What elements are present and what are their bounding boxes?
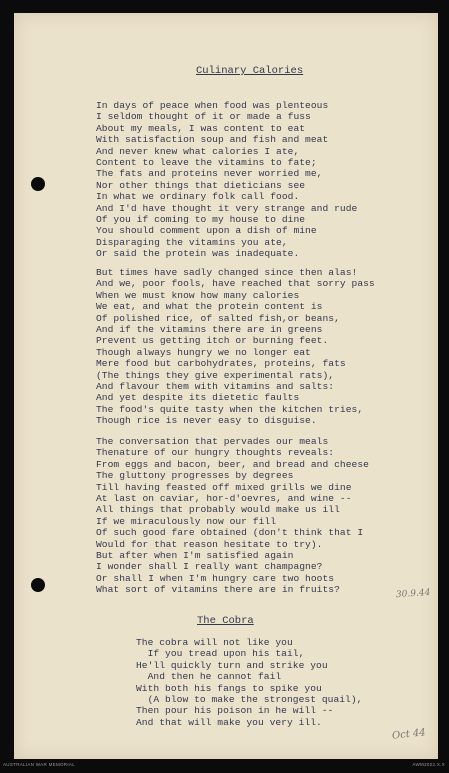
poem-line: With both his fangs to spike you bbox=[136, 682, 322, 694]
poem-line: And I'd have thought it very strange and rude bbox=[96, 202, 358, 214]
poem-line: Or shall I when I'm hungry care two hoots bbox=[96, 572, 335, 584]
poem-line: Would for that reason hesitate to try). bbox=[96, 538, 323, 550]
poem-line: Then pour his poison in he will -- bbox=[136, 705, 334, 717]
stanza-2 bbox=[96, 267, 375, 426]
poem-line: With satisfaction soup and fish and meat bbox=[96, 134, 329, 146]
document-page bbox=[14, 13, 438, 759]
poem-line: What sort of vitamins there are in fruits? bbox=[96, 584, 340, 596]
stanza-3 bbox=[96, 436, 369, 595]
poem-line: You should comment upon a dish of mine bbox=[96, 225, 317, 237]
poem-line: If you tread upon his tail, bbox=[136, 648, 305, 660]
pencil-date-annotation: 30.9.44 bbox=[395, 587, 431, 601]
poem-line: The fats and proteins never worried me, bbox=[96, 168, 323, 180]
poem-line: Though always hungry we no longer eat bbox=[96, 346, 311, 358]
poem-line: I wonder shall I really want champagne? bbox=[96, 561, 323, 573]
poem-line: And then he cannot fail bbox=[136, 671, 282, 683]
second-poem-title: The Cobra bbox=[197, 615, 254, 627]
poem-line: The food's quite tasty when the kitchen tries, bbox=[96, 403, 364, 415]
poem-line: Though rice is never easy to disguise. bbox=[96, 415, 317, 427]
poem-line: In days of peace when food was plenteous bbox=[96, 100, 329, 111]
poem-line: Prevent us getting itch or burning feet. bbox=[96, 335, 329, 347]
poem-line: In what we ordinary folk call food. bbox=[96, 191, 300, 203]
poem-line: Content to leave the vitamins to fate; bbox=[96, 156, 317, 168]
poem-line: And flavour them with vitamins and salts: bbox=[96, 380, 335, 392]
poem-line: And yet despite its dietetic faults bbox=[96, 392, 300, 404]
poem-line: When we must know how many calories bbox=[96, 289, 300, 301]
poem-line: But after when I'm satisfied again bbox=[96, 549, 294, 561]
pencil-date-annotation-2: Oct 44 bbox=[391, 727, 427, 742]
footer-right: AWM2022.X.X bbox=[412, 762, 445, 767]
punch-hole-top bbox=[31, 177, 45, 191]
poem-title: Culinary Calories bbox=[196, 65, 304, 77]
poem-line: He'll quickly turn and strike you bbox=[136, 659, 328, 671]
poem-line: We eat, and what the protein content is bbox=[96, 301, 323, 313]
poem-line: And that will make you very ill. bbox=[136, 716, 322, 728]
stanza-1 bbox=[96, 100, 357, 259]
cobra-poem bbox=[136, 637, 362, 728]
poem-line: Till having feasted off mixed grills we dine bbox=[96, 481, 352, 493]
poem-line: Of you if coming to my house to dine bbox=[96, 213, 306, 225]
poem-line: All things that probably would make us ill bbox=[96, 504, 340, 516]
poem-line: But times have sadly changed since then alas! bbox=[96, 267, 358, 278]
poem-line: Or said the protein was inadequate. bbox=[96, 248, 300, 260]
poem-line: The gluttony progresses by degrees bbox=[96, 470, 294, 482]
poem-line: Disparaging the vitamins you ate, bbox=[96, 236, 288, 248]
poem-line: Of such good fare obtained (don't think that I bbox=[96, 527, 364, 539]
poem-line: And if the vitamins there are in greens bbox=[96, 323, 323, 335]
poem-line: About my meals, I was content to eat bbox=[96, 122, 306, 134]
poem-line: And never knew what calories I ate, bbox=[96, 145, 300, 157]
footer-left: AUSTRALIAN WAR MEMORIAL bbox=[3, 762, 75, 767]
poem-line: Mere food but carbohydrates, proteins, fats bbox=[96, 358, 346, 370]
poem-line: The conversation that pervades our meals bbox=[96, 436, 329, 447]
poem-line: The cobra will not like you bbox=[136, 637, 293, 648]
poem-line: (The things they give experimental rats), bbox=[96, 369, 335, 381]
poem-line: I seldom thought of it or made a fuss bbox=[96, 111, 311, 123]
poem-line: And we, poor fools, have reached that sorry pass bbox=[96, 278, 375, 290]
poem-line: If we miraculously now our fill bbox=[96, 515, 277, 527]
poem-line: Nor other things that dieticians see bbox=[96, 179, 306, 191]
poem-line: From eggs and bacon, beer, and bread and cheese bbox=[96, 458, 369, 470]
punch-hole-bottom bbox=[31, 578, 45, 592]
poem-line: Thenature of our hungry thoughts reveals: bbox=[96, 447, 335, 459]
poem-line: Of polished rice, of salted fish,or beans, bbox=[96, 312, 340, 324]
poem-line: At last on caviar, hor-d'oevres, and wine -- bbox=[96, 492, 352, 504]
poem-line: (A blow to make the strongest quail), bbox=[136, 693, 363, 705]
